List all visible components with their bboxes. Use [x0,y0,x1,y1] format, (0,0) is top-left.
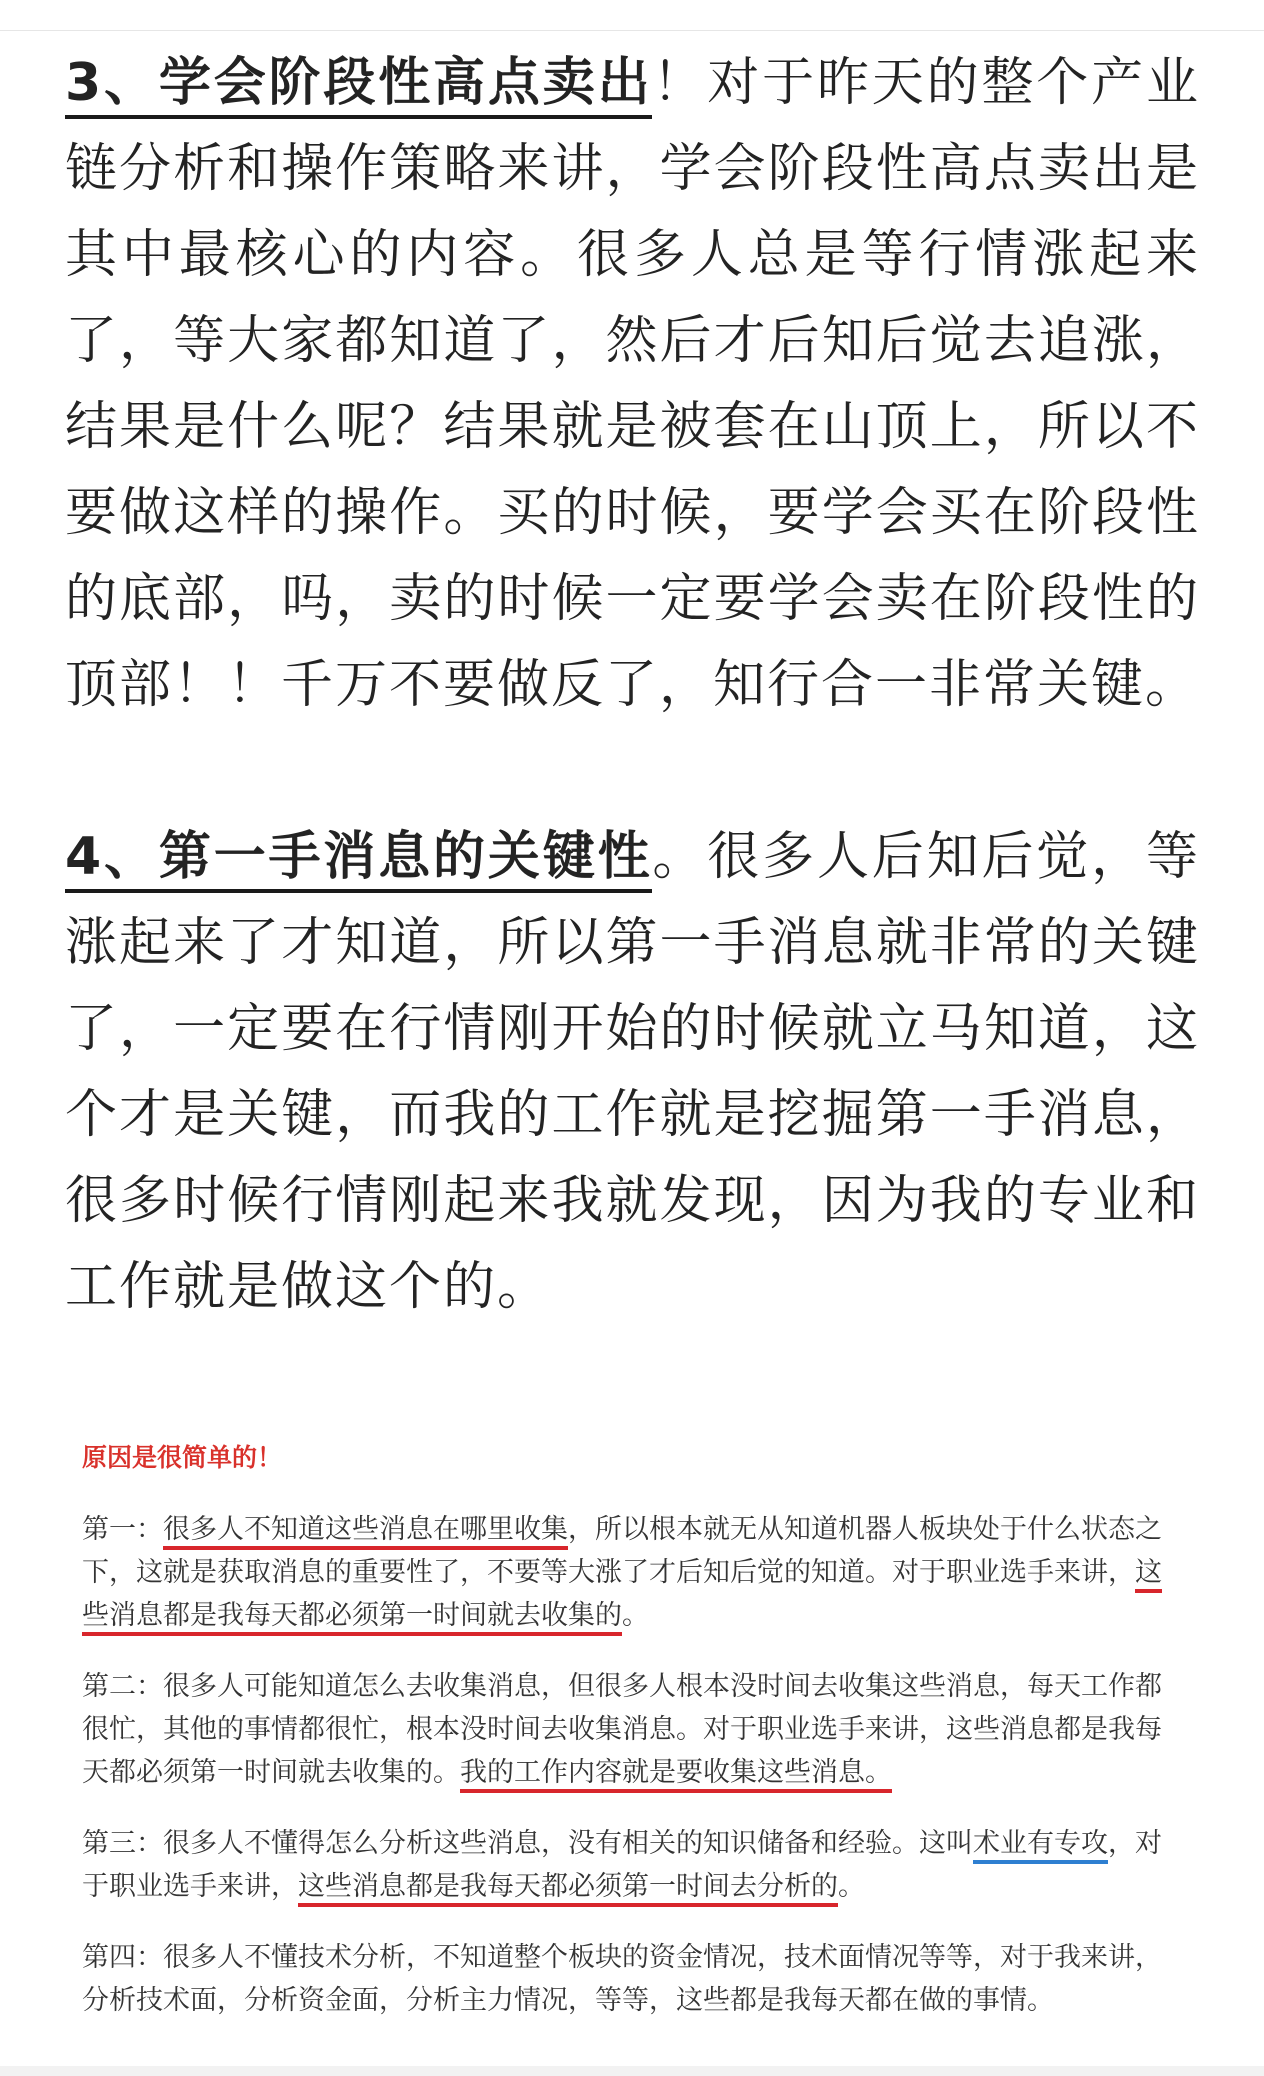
point-3-underline-red: 这些消息都是我每天都必须第一时间去分析的 [298,1871,838,1907]
point-1-lead: 第一： [82,1514,163,1545]
paragraph-4 [65,814,1200,1330]
point-3-end: 。 [838,1871,865,1902]
paragraph-3-body: ！对于昨天的整个产业链分析和操作策略来讲，学会阶段性高点卖出是其中最核心的内容。很多人总是等行情涨起来了，等大家都知道了，然后才后知后觉去追涨，结果是什么呢？结果就是被套在山顶上，所以不要做这样的操作。买的时候，要学会买在阶段性的底部，吗，卖的时候一定要学会卖在阶段性的顶部！！千万不要做反了，知行合一非常关键。 [65,53,1200,715]
point-2-underline: 我的工作内容就是要收集这些消息。 [460,1757,892,1793]
paragraph-3 [65,40,1200,728]
top-divider [0,0,1264,31]
point-2-lead: 第二：很多人可能知道怎么去收集消息，但很多人根本没时间去收集这些消息，每天工作都很忙，其他的事情都很忙，根本没时间去收集消息。对于职业选手来讲，这些消息都是我每天都必须第一时间就去收集的。 [82,1671,1162,1788]
point-1-middle: ，所以根本就无从知道机器人板块处于什么状态之下，这就是获取消息的重要性了，不要等大涨了才后知后觉的知道。对于职业选手来讲， [82,1514,1162,1588]
embedded-point-2 [82,1665,1162,1794]
point-3-middle: ，对于职业选手来讲， [82,1828,1162,1902]
article-text [65,40,1200,1330]
point-1-underline-b: 这些消息都是我每天都必须第一时间就去收集的 [82,1557,1162,1636]
point-1-underline-a: 很多人不知道这些消息在哪里收集 [163,1514,568,1550]
embedded-point-1 [82,1508,1162,1637]
paragraph-4-heading: 4、第一手消息的关键性 [65,827,652,893]
paragraph-3-heading: 3、学会阶段性高点卖出 [65,53,652,119]
paragraph-4-body: 。很多人后知后觉，等涨起来了才知道，所以第一手消息就非常的关键了，一定要在行情刚开始的时候就立马知道，这个才是关键，而我的工作就是挖掘第一手消息，很多时候行情刚起来我就发现，因为我的专业和工作就是做这个的。 [65,827,1200,1317]
point-3-underline-blue: 术业有专攻 [973,1828,1108,1864]
bottom-divider [0,2066,1264,2076]
point-3-lead: 第三：很多人不懂得怎么分析这些消息，没有相关的知识储备和经验。这叫 [82,1828,973,1859]
embedded-point-4 [82,1936,1162,2022]
embedded-screenshot [60,1418,1185,2058]
point-1-end: 。 [622,1600,649,1631]
embedded-title: 原因是很简单的！ [82,1443,283,1472]
point-4-text: 第四：很多人不懂技术分析，不知道整个板块的资金情况，技术面情况等等，对于我来讲，分析技术面，分析资金面，分析主力情况，等等，这些都是我每天都在做的事情。 [82,1942,1162,2016]
embedded-point-3 [82,1822,1162,1908]
